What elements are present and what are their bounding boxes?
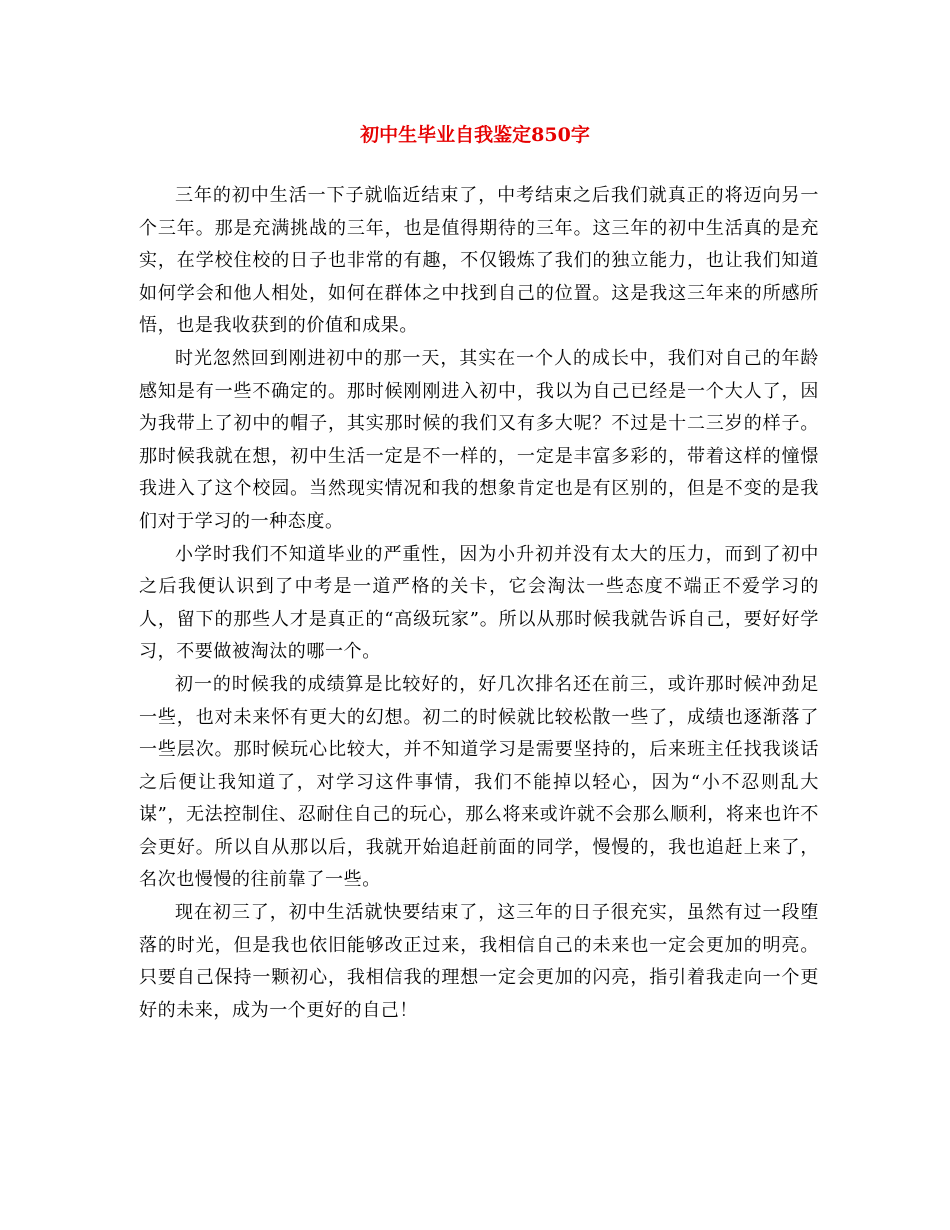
paragraph-1: 三年的初中生活一下子就临近结束了，中考结束之后我们就真正的将迈向另一个三年。那是充满挑战的三年，也是值得期待的三年。这三年的初中生活真的是充实，在学校住校的日子也非常的有趣，不仅锻炼了我们的独立能力，也让我们知道如何学会和他人相处，如何在群体之中找到自己的位置。这是我这三年来的所感所悟，也是我收获到的价值和成果。 xyxy=(139,185,819,337)
document-title: 初中生毕业自我鉴定850字 xyxy=(360,124,590,146)
document-body xyxy=(139,180,819,1027)
paragraph-3: 小学时我们不知道毕业的严重性，因为小升初并没有太大的压力，而到了初中之后我便认识到了中考是一道严格的关卡，它会淘汰一些态度不端正不爱学习的人，留下的那些人才是真正的“高级玩家”。所以从那时候我就告诉自己，要好好学习，不要做被淘汰的哪一个。 xyxy=(139,543,819,663)
paragraph-2: 时光忽然回到刚进初中的那一天，其实在一个人的成长中，我们对自己的年龄感知是有一些不确定的。那时候刚刚进入初中，我以为自己已经是一个大人了，因为我带上了初中的帽子，其实那时候的我们又有多大呢？不过是十二三岁的样子。那时候我就在想，初中生活一定是不一样的，一定是丰富多彩的，带着这样的憧憬我进入了这个校园。当然现实情况和我的想象肯定也是有区别的，但是不变的是我们对于学习的一种态度。 xyxy=(139,347,819,532)
paragraph-5: 现在初三了，初中生活就快要结束了，这三年的日子很充实，虽然有过一段堕落的时光，但是我也依旧能够改正过来，我相信自己的未来也一定会更加的明亮。只要自己保持一颗初心，我相信我的理想一定会更加的闪亮，指引着我走向一个更好的未来，成为一个更好的自己！ xyxy=(139,902,819,1021)
paragraph-4: 初一的时候我的成绩算是比较好的，好几次排名还在前三，或许那时候冲劲足一些，也对未来怀有更大的幻想。初二的时候就比较松散一些了，成绩也逐渐落了一些层次。那时候玩心比较大，并不知道学习是需要坚持的，后来班主任找我谈话之后便让我知道了，对学习这件事情，我们不能掉以轻心，因为“小不忍则乱大谋”，无法控制住、忍耐住自己的玩心，那么将来或许就不会那么顺利，将来也许不会更好。所以自从那以后，我就开始追赶前面的同学，慢慢的，我也追赶上来了，名次也慢慢的往前靠了一些。 xyxy=(139,673,819,891)
